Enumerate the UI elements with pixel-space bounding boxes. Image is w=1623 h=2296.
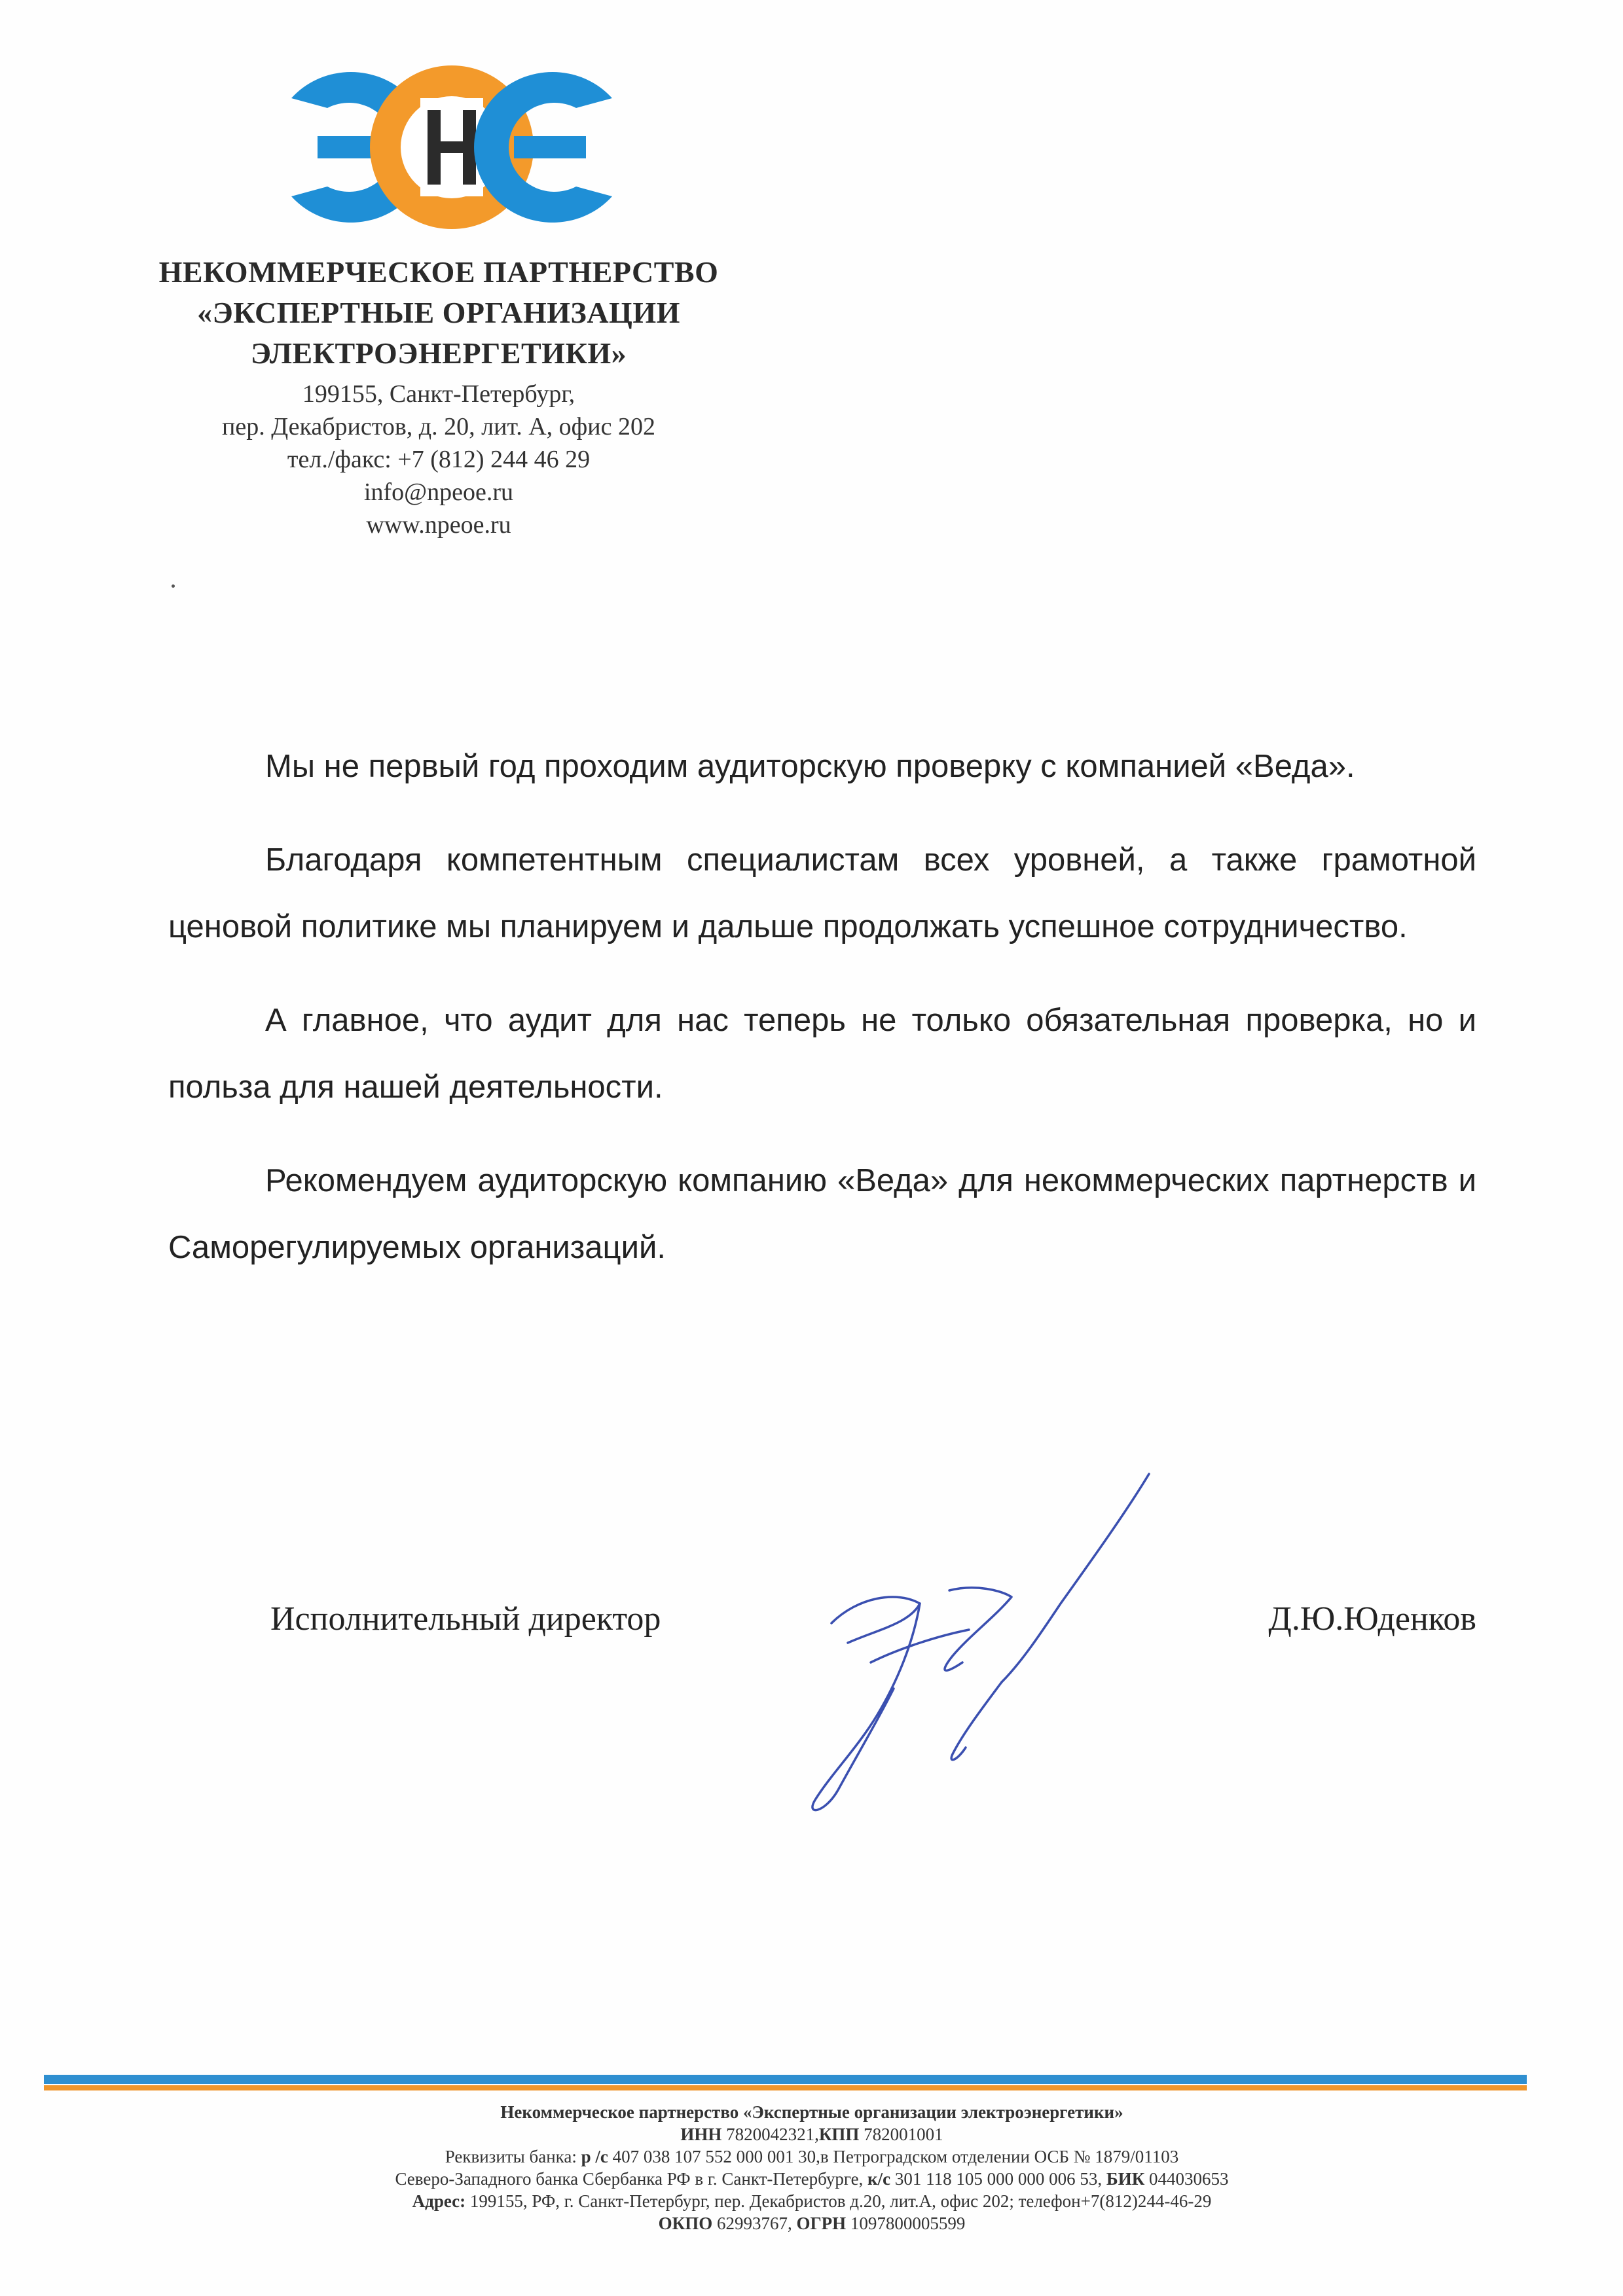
footer-okpo: 62993767, (716, 2214, 792, 2233)
footer-rule-orange (44, 2085, 1527, 2090)
footer-corr: 301 118 105 000 000 006 53, (894, 2169, 1106, 2189)
footer-bank-name: Северо-Западного банка Сбербанка РФ в г. Санкт-Петербурге, (395, 2169, 868, 2189)
handwritten-signature (786, 1466, 1178, 1820)
body-paragraph-3: А главное, что аудит для нас теперь не только обязательная проверка, но и польза для нашей деятельности. (168, 1003, 1476, 1105)
footer-bank-details (65, 2168, 1558, 2190)
footer-account-label: р /с (581, 2147, 608, 2166)
scan-dot (172, 584, 175, 588)
footer-bik-label: БИК (1106, 2169, 1145, 2189)
letterhead-org-block (111, 252, 766, 541)
org-email: info@npeoe.ru (363, 478, 514, 506)
org-name-line-1: НЕКОММЕРЧЕСКОЕ ПАРТНЕРСТВО (158, 255, 719, 289)
footer-kpp-label: КПП (818, 2125, 860, 2144)
footer-inn-kpp (65, 2123, 1558, 2145)
org-website: www.npeoe.ru (366, 511, 511, 539)
signatory-name: Д.Ю.Юденков (1268, 1600, 1476, 1638)
footer-ogrn: 1097800005599 (850, 2214, 966, 2233)
footer-okpo-ogrn (65, 2212, 1558, 2234)
footer-bank-account (65, 2145, 1558, 2168)
org-contact-block (111, 378, 766, 541)
footer-address-text: 199155, РФ, г. Санкт-Петербург, пер. Декабристов д.20, лит.А, офис 202; телефон+7(812)244-46-29 (469, 2191, 1212, 2211)
body-paragraph-1: Мы не первый год проходим аудиторскую проверку с компанией «Веда». (265, 749, 1355, 784)
org-address-line-2: пер. Декабристов, д. 20, лит. А, офис 202 (222, 413, 655, 440)
org-address-line-1: 199155, Санкт-Петербург, (302, 380, 575, 408)
footer-okpo-label: ОКПО (658, 2214, 713, 2233)
org-phone: тел./факс: +7 (812) 244 46 29 (287, 446, 591, 473)
footer-inn-label: ИНН (680, 2125, 722, 2144)
footer-account: 407 038 107 552 000 001 30,в Петроградском отделении ОСБ № 1879/01103 (612, 2147, 1179, 2166)
company-logo (278, 59, 625, 236)
org-name-line-2: «ЭКСПЕРТНЫЕ ОРГАНИЗАЦИИ (197, 296, 680, 329)
footer-kpp: 782001001 (864, 2125, 943, 2144)
logo-letter-h-bar (428, 141, 476, 153)
body-paragraph-4: Рекомендуем аудиторскую компанию «Веда» для некоммерческих партнерств и Саморегулируемых организаций. (168, 1163, 1476, 1265)
footer-bik: 044030653 (1149, 2169, 1229, 2189)
org-name-line-3: ЭЛЕКТРОЭНЕРГЕТИКИ» (250, 336, 627, 370)
signatory-position: Исполнительный директор (270, 1600, 661, 1638)
footer-requisites (65, 2101, 1558, 2234)
footer-inn: 7820042321, (726, 2125, 819, 2144)
logo-letter-e-bar (514, 136, 586, 158)
footer-ogrn-label: ОГРН (796, 2214, 847, 2233)
letter-body (168, 733, 1476, 1308)
footer-corr-label: к/с (867, 2169, 891, 2189)
footer-rule-blue (44, 2075, 1527, 2084)
footer-bank-prefix: Реквизиты банка: (445, 2147, 581, 2166)
footer-address (65, 2190, 1558, 2212)
footer-org-name: Некоммерческое партнерство «Экспертные организации электроэнергетики» (500, 2102, 1123, 2122)
body-paragraph-2: Благодаря компетентным специалистам всех уровней, а также грамотной ценовой политике мы планируем и дальше продолжать успешное сотрудничество. (168, 842, 1476, 944)
footer-address-label: Адрес: (412, 2191, 466, 2211)
